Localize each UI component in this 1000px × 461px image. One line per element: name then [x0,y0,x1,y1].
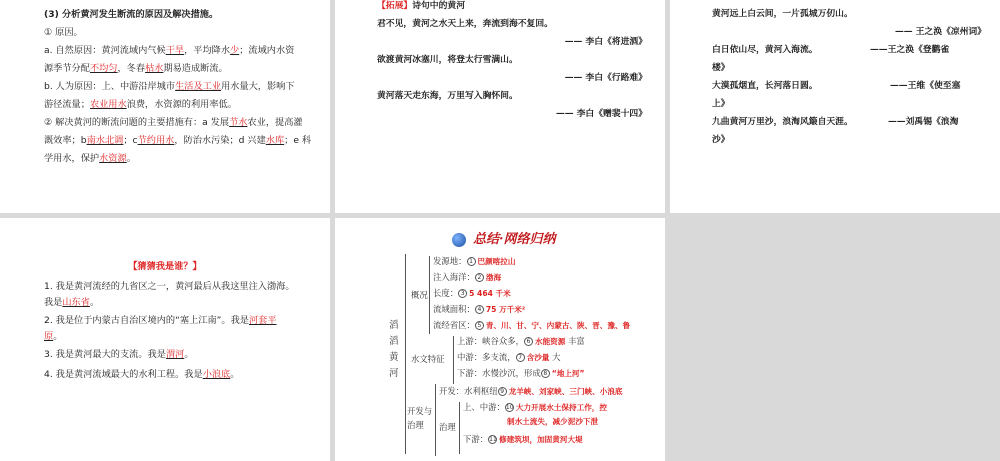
poem-attribution-6: ——王维《使至塞 [890,81,961,91]
slide-poems-2 [670,0,1000,213]
measures-line-2: 溉效率；b南水北调；c节约用水，防治水污染；d 兴建水库；e 科 [44,135,312,146]
poem-line-2: 欲渡黄河冰塞川，将登太行雪满山。 [377,55,518,65]
summary-header: 总结·网络归纳 [473,232,556,247]
answer-hetao-1: 河套平 [248,315,277,326]
guess-q4: 4. 我是黄河流域最大的水利工程。我是小浪底。 [44,369,240,380]
group-overview: 概况 [411,290,428,300]
mindmap-root: 滔滔黄河 [389,320,399,379]
answer-dry: 枯水 [145,63,164,74]
answer-reservoir: 水库 [265,135,285,146]
globe-icon [452,233,466,247]
overview-length: 长度： 3 5 464 千米 [433,288,511,298]
natural-cause-line-1: a. 自然原因：黄河流域内气候干旱，平均降水少；流域内水资 [44,45,295,56]
answer-save-water: 节约用水 [137,135,175,146]
guess-q3: 3. 我是黄河最大的支流。我是渭河。 [44,349,194,360]
poem-attribution-6-cont: 上》 [712,99,730,109]
overview-area: 流域面积： 4 75 万千米² [433,304,526,314]
poem-line-7: 九曲黄河万里沙，浪淘风簸自天涯。 [712,117,853,127]
answer-hetao-2: 原 [44,331,54,342]
answer-water-resource: 水资源 [99,153,127,164]
overview-source: 发源地： 1 巴颜喀拉山 [433,256,516,266]
gov-lower: 下游：11 修建筑坝，加固黄河大堤 [463,434,583,444]
poem-attribution-5-cont: 楼》 [712,63,730,73]
human-cause-line-2: 游径流量；农业用水浪费，水资源的利用率低。 [44,99,237,110]
slide-summary-mindmap [335,218,665,461]
poem-attribution-3: —— 李白《赠裴十四》 [555,109,647,119]
guess-q1-line-2: 我是山东省。 [44,297,100,308]
poem-attribution-5: ——王之涣《登鹳雀 [870,45,950,55]
poem-line-6: 大漠孤烟直，长河落日圆。 [712,81,818,91]
answer-xiaolangdi: 小浪底 [202,369,231,380]
measures-line-3: 学用水，保护水资源。 [44,153,136,164]
poem-attribution-7-cont: 沙》 [712,135,730,145]
answer-shandong: 山东省 [62,297,90,308]
poem-line-4: 黄河远上白云间，一片孤城万仞山。 [712,9,853,19]
answer-less: 少 [230,45,240,56]
answer-agriculture: 农业用水 [89,99,127,110]
poem-line-3: 黄河落天走东海，万里写入胸怀间。 [377,91,518,101]
answer-water-saving: 节水 [229,117,248,128]
human-cause-line-1: b. 人为原因：上、中游沿岸城市生活及工业用水量大，影响下 [44,81,295,92]
poem-line-1: 君不见，黄河之水天上来，奔流到海不复回。 [377,19,553,29]
extension-title: 【拓展】诗句中的黄河 [377,1,465,11]
group-hydrology: 水文特征 [411,354,445,364]
hydro-middle: 中游：多支流， 7 含沙量 大 [457,352,561,362]
measures-line-1: ② 解决黄河的断流问题的主要措施有：a 发展节水农业，提高灌 [44,117,303,128]
guess-q2-line-2: 原。 [44,331,63,342]
dev-governance: 治理 [439,422,456,432]
hydro-lower: 下游：水慢沙沉，形成 8 “地上河” [457,368,585,378]
answer-south-north: 南水北调 [86,135,124,146]
poem-attribution-4: —— 王之涣《凉州词》 [894,27,986,37]
poem-attribution-7: ——刘禹锡《浪淘 [888,117,959,127]
poem-line-5: 白日依山尽，黄河入海流。 [712,45,818,55]
question-heading: (3) 分析黄河发生断流的原因及解决措施。 [44,9,219,20]
natural-cause-line-2: 源季节分配不均匀，冬春枯水期易造成断流。 [44,63,228,74]
group-development: 开发与治理 [407,406,433,430]
hydro-upper: 上游：峡谷众多， 6 水能资源 丰富 [457,336,585,346]
guess-q2-line-1: 2. 我是位于内蒙古自治区境内的“塞上江南”。我是河套平 [44,315,277,326]
answer-weihe: 渭河 [165,349,185,360]
slide-yellow-river-cutoff [0,0,330,213]
answer-domestic-industry: 生活及工业 [175,81,222,92]
slide-poems-1 [335,0,665,213]
slide-guess-who [0,218,330,461]
poem-attribution-1: —— 李白《将进酒》 [564,37,647,47]
guess-q1-line-1: 1. 我是黄河流经的九省区之一，黄河最后从我这里注入渤海。 [44,281,295,292]
overview-sea: 注入海洋： 2 渤海 [433,272,502,282]
guess-title: 【猜猜我是谁？】 [128,261,202,272]
gov-upper-middle-cont: 制水土流失，减少泥沙下泄 [507,417,599,426]
dev-hydro-hubs: 开发：水利枢纽 9 龙羊峡、刘家峡、三门峡、小浪底 [439,386,623,396]
poem-attribution-2: —— 李白《行路难》 [564,73,647,83]
gov-upper-middle: 上、中游：10 大力开展水土保持工作，控 [463,402,607,412]
answer-uneven: 不均匀 [89,63,118,74]
overview-provinces: 流经省区： 5 青、川、甘、宁、内蒙古、陕、晋、豫、鲁 [433,320,631,330]
answer-arid: 干旱 [165,45,185,56]
empty-slot [670,218,1000,461]
cause-label: ① 原因。 [44,27,83,38]
